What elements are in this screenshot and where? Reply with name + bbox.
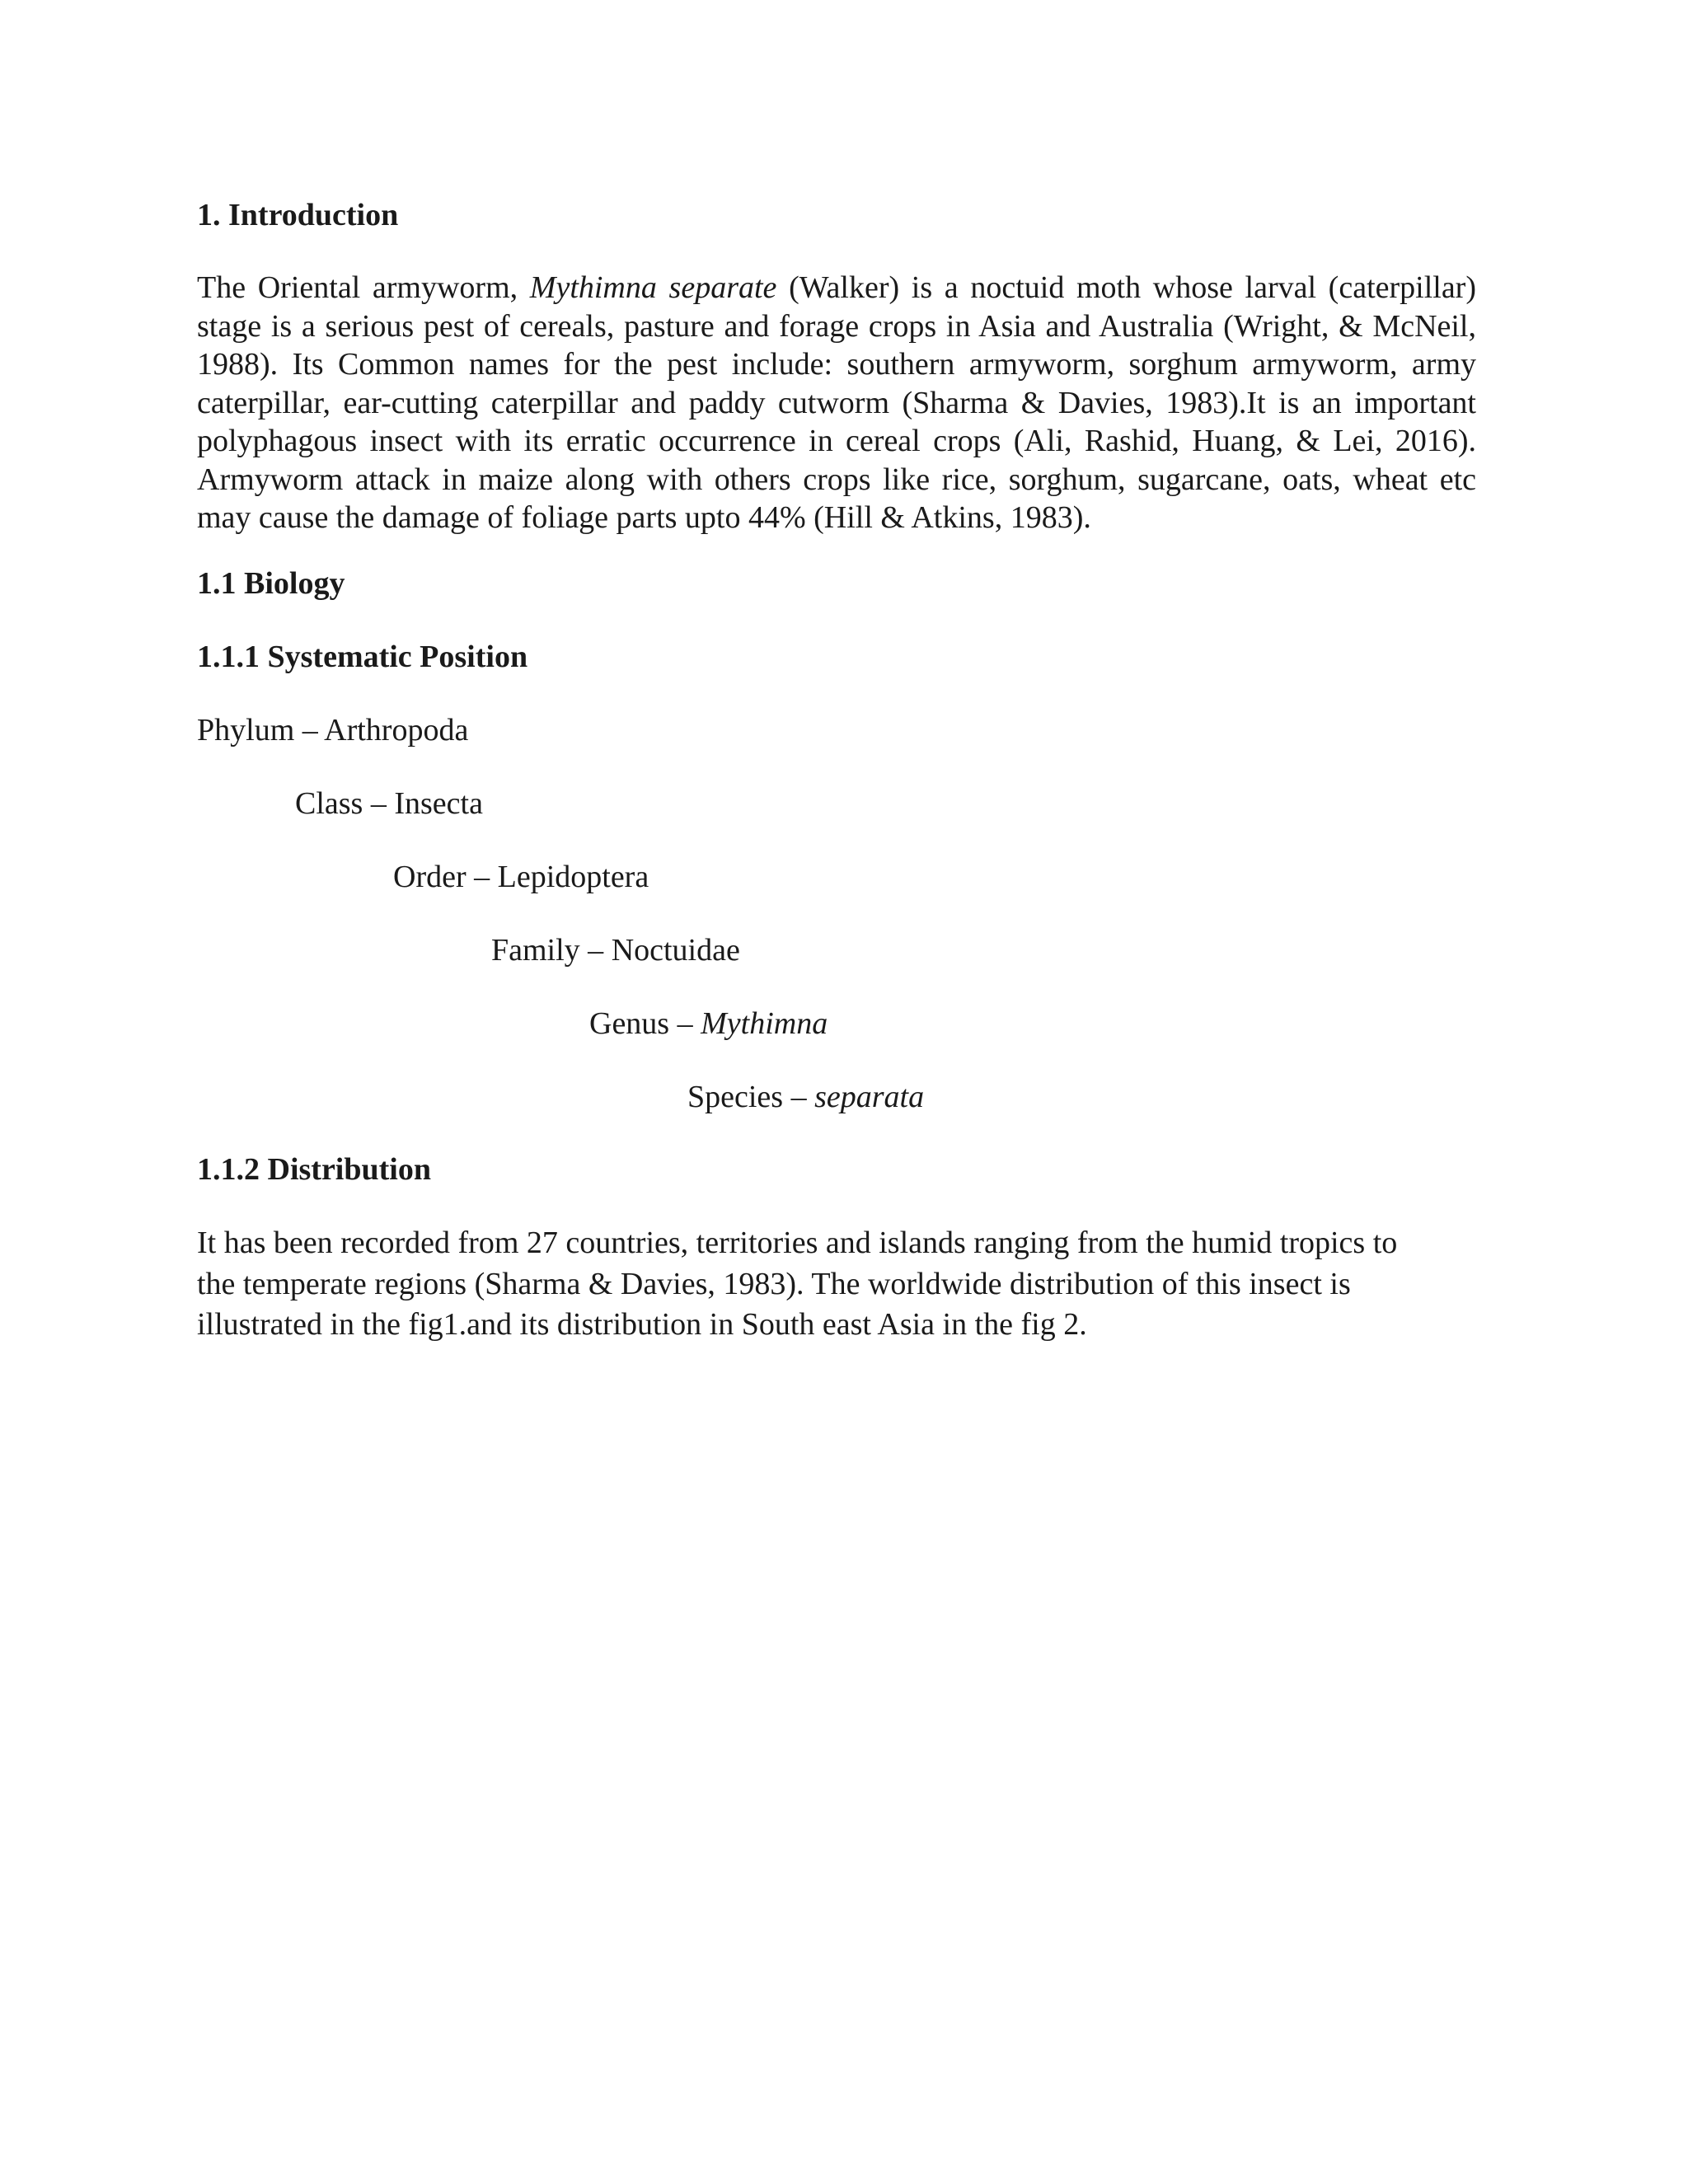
taxon-order: Order – Lepidoptera (393, 860, 649, 894)
paragraph-line: The Oriental armyworm, Mythimna separate (Walker) is a noctuid moth whose larval (caterpillar) (197, 270, 1476, 305)
species-name-italic: separata (814, 1080, 925, 1114)
introduction-paragraph (197, 269, 1476, 537)
taxon-family: Family – Noctuidae (491, 933, 740, 968)
taxon-species: Species – separata (687, 1080, 925, 1114)
paragraph-line: 1988). Its Common names for the pest include: southern armyworm, sorghum armyworm, army (197, 347, 1476, 382)
section-heading-introduction: 1. Introduction (197, 198, 399, 232)
species-name-italic: Mythimna separate (529, 270, 777, 305)
paragraph-line: the temperate regions (Sharma & Davies, 1983). The worldwide distribution of this insect is (197, 1266, 1351, 1301)
taxon-phylum: Phylum – Arthropoda (197, 713, 469, 748)
section-heading-biology: 1.1 Biology (197, 566, 345, 601)
paragraph-line: Armyworm attack in maize along with others crops like rice, sorghum, sugarcane, oats, wheat etc (197, 462, 1476, 497)
section-heading-distribution: 1.1.2 Distribution (197, 1152, 431, 1187)
paragraph-line: caterpillar, ear-cutting caterpillar and paddy cutworm (Sharma & Davies, 1983).It is an important (197, 385, 1476, 420)
section-heading-systematic-position: 1.1.1 Systematic Position (197, 640, 528, 674)
paragraph-line: may cause the damage of foliage parts upto 44% (Hill & Atkins, 1983). (197, 500, 1091, 535)
paragraph-line: stage is a serious pest of cereals, pasture and forage crops in Asia and Australia (Wright, & McNeil, (197, 308, 1476, 344)
paragraph-line: It has been recorded from 27 countries, territories and islands ranging from the humid tropics to (197, 1226, 1398, 1260)
paragraph-line: polyphagous insect with its erratic occurrence in cereal crops (Ali, Rashid, Huang, & Lei, 2016). (197, 424, 1476, 458)
taxon-class: Class – Insecta (295, 786, 483, 821)
taxon-genus: Genus – Mythimna (589, 1006, 828, 1041)
paragraph-line: illustrated in the fig1.and its distribution in South east Asia in the fig 2. (197, 1307, 1087, 1342)
genus-name-italic: Mythimna (701, 1006, 828, 1041)
distribution-paragraph (197, 1223, 1476, 1346)
